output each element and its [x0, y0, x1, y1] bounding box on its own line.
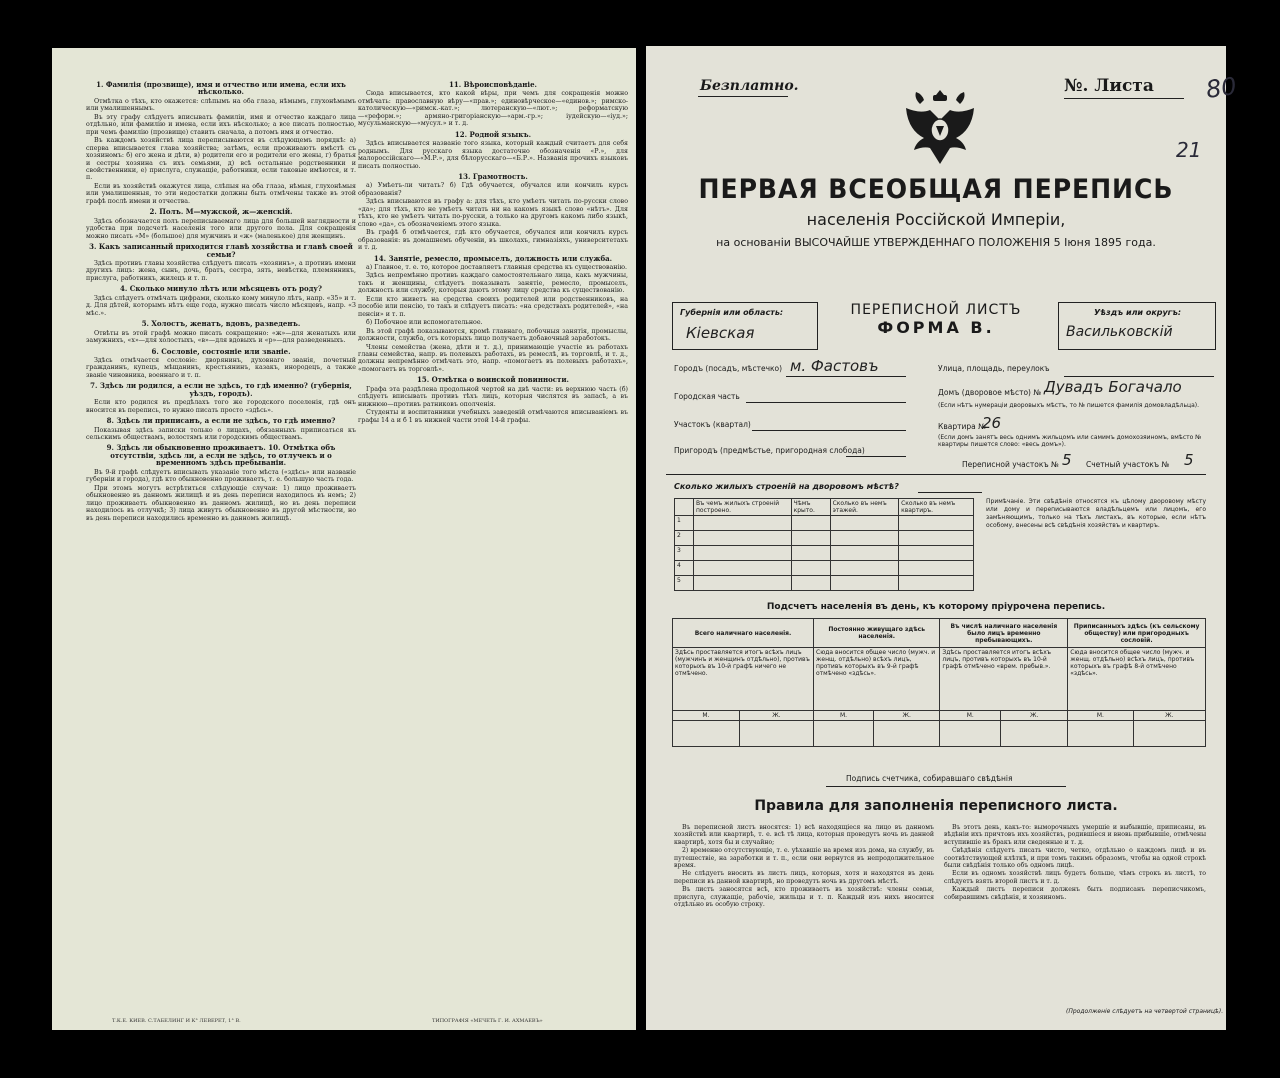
legal-basis: на основаніи ВЫСОЧАЙШЕ УТВЕРЖДЕННАГО ПОЛОЖЕНІЯ 5 Іюня 1895 года.	[716, 236, 1156, 249]
instruction-heading: 6. Сословіе, состояніе или званіе.	[151, 346, 291, 356]
rule-paragraph: Въ переписной листъ вносятся: 1) всѣ находящіеся на лицо въ данномъ хозяйствѣ или квартирѣ, т. е. всѣ тѣ лица, которыя проведутъ ночь въ данной квартирѣ, хотя бы и случайно;	[674, 824, 934, 846]
sheet-number-label: №. Листа	[1064, 76, 1154, 96]
count-sex-label: Ж.	[739, 711, 813, 721]
buildings-line	[918, 492, 982, 493]
printer-footer-left: Т.К.Е. КИЕВ. С.ТАБЕЛИНГ И К° ЛЕВЕРЕТ, 1° В.	[112, 1018, 241, 1024]
count-description: Сюда вносится общее число (мужч. и женщ. отдѣльно) всѣхъ лицъ, противъ которыхъ въ 9-й графѣ отмѣчено «здѣсь».	[814, 648, 940, 711]
instruction-heading: 9. Здѣсь ли обыкновенно проживаетъ. 10. Отмѣтка объ отсутствіи, здѣсь ли, а если не здѣсь, то отлучекъ и о временномъ здѣсь пребываніи.	[106, 443, 336, 468]
rule-paragraph: Въ листъ заносятся всѣ, кто проживаетъ въ хозяйствѣ: члены семьи, прислуга, служащіе, рабочіе, жильцы и т. п. Каждый изъ нихъ вносится отдѣльно въ особую строку.	[674, 886, 934, 909]
census-area-label: Переписной участокъ №	[962, 460, 1059, 469]
instruction-paragraph: При этомъ могутъ встрѣтиться слѣдующіе случаи: 1) лицо проживаетъ обыкновенно въ данномъ жилищѣ и въ день переписи находилось въ немъ; 2) лицо проживаетъ обыкновенно въ данномъ жилищѣ, но въ день переписи находилось въ отлучкѣ; 3) лица живутъ обыкновенно въ другой мѣстности, но въ день переписи находились временно въ данномъ жилищѣ.	[86, 484, 356, 522]
rules-column-2	[944, 824, 1206, 902]
census-subtitle: населенія Россійской Имперіи,	[806, 210, 1066, 229]
instruction-paragraph: б) Побочное или вспомогательное.	[366, 319, 483, 327]
buildings-label: Сколько жилыхъ строеній на дворовомъ мѣстѣ?	[674, 482, 899, 491]
instruction-paragraph: Здѣсь вписывается названіе того языка, который каждый считаетъ для себя роднымъ. Для русскаго языка достаточно обозначенія «Р.», для малороссійскаго—«М.Р.», для бѣлорусскаго—«Б.Р.». Названія прочихъ языковъ писать полностью.	[358, 140, 628, 170]
house-label: Домъ (дворовое мѣсто) №	[938, 388, 1042, 397]
sheet-number-line	[1064, 98, 1184, 99]
street-line	[1064, 376, 1214, 377]
free-underline	[698, 96, 788, 97]
double-headed-eagle-icon	[900, 86, 980, 172]
population-count-title: Подсчетъ населенія въ день, къ которому пріурочена перепись.	[766, 602, 1106, 612]
instruction-paragraph: Если кто живетъ на средства своихъ родителей или родственниковъ, на пособіе или пенсію, то такъ и слѣдуетъ писать: «на средствахъ родителей», «на пенсіи» и т. п.	[358, 295, 628, 318]
count-area-value: 5	[1184, 451, 1194, 469]
population-count-table	[672, 618, 1206, 747]
instruction-paragraph: Если въ хозяйствѣ окажутся лица, слѣпыя на оба глаза, нѣмыя, глухонѣмыя или умалишенныя, то эти недостатки должны быть отмѣчены также въ этой графѣ послѣ имени и отчества.	[86, 182, 356, 205]
buildings-header: Сколько въ немъ квартиръ.	[899, 499, 974, 516]
buildings-row-number: 4	[675, 561, 694, 576]
buildings-header: Чѣмъ крыто.	[791, 499, 830, 516]
buildings-row-number: 1	[675, 516, 694, 531]
instructions-column-2	[358, 78, 628, 425]
instruction-heading: 4. Сколько минуло лѣтъ или мѣсяцевъ отъ роду?	[120, 284, 322, 294]
instruction-paragraph: Показывая здѣсь записки только о лицахъ, обязанныхъ приписаться къ сельскимъ обществамъ, волостямъ или городскимъ обществамъ.	[86, 426, 356, 442]
printer-footer-right: ТИПОГРАФІЯ «МЕЧЕТЬ Г. И. АХМАЕВЪ»	[432, 1018, 543, 1024]
instructions-column-1	[86, 78, 356, 523]
instruction-heading: 15. Отмѣтка о воинской повинности.	[417, 375, 569, 385]
instruction-paragraph: а) Главное, т. е. то, которое доставляетъ главныя средства къ существованію.	[366, 263, 627, 271]
census-area-value: 5	[1062, 451, 1072, 469]
section-line	[752, 430, 906, 431]
left-page	[52, 48, 636, 1030]
handwritten-number-second: 21	[1176, 138, 1202, 162]
count-header: Приписанныхъ здѣсь (къ сельскому обществу) или пригородныхъ сословій.	[1068, 619, 1206, 648]
address-divider	[666, 474, 1206, 475]
instruction-paragraph: Здѣсь противъ главы хозяйства слѣдуетъ писать «хозяинъ», а противъ имени другихъ лицъ: жена, сынъ, дочь, братъ, сестра, зять, невѣстка, племянникъ, прислуга, работникъ, жилецъ и т. п.	[86, 259, 356, 282]
census-title: ПЕРВАЯ ВСЕОБЩАЯ ПЕРЕПИСЬ	[698, 174, 1174, 205]
district-label: Уѣздъ или округъ:	[1094, 308, 1182, 317]
form-title-sheet: ПЕРЕПИСНОЙ ЛИСТЪ	[850, 302, 1022, 318]
buildings-header: Въ чемъ жилыхъ строеній построено.	[694, 499, 792, 516]
buildings-note: Примѣчаніе. Эти свѣдѣнія относятся къ цѣлому дворовому мѣсту или дому и переписываются владѣльцемъ или лицомъ, его замѣняющимъ, только на тѣхъ листахъ, въ которые, если нѣтъ особому, внесены всѣ свѣдѣнія хозяйствъ и квартиръ.	[986, 498, 1206, 529]
instruction-heading: 12. Родной языкъ.	[454, 129, 532, 139]
instruction-paragraph: Въ каждомъ хозяйствѣ лица переписываются въ слѣдующемъ порядкѣ: а) сперва вписывается глава хозяйства; затѣмъ, если проживаютъ вмѣстѣ съ хозяиномъ: б) его жена и дѣти, в) родители его и родители его жены, г) братья и сестры хозяина съ ихъ семьями, д) всѣ остальные родственники и свойственники, е) прислуга, служащіе, работники, если таковые имѣются, и т. п.	[86, 137, 356, 182]
instruction-paragraph: а) Умѣетъ-ли читать? б) Гдѣ обучается, обучался или кончилъ курсъ образованія?	[358, 182, 628, 197]
rule-paragraph: 2) временно отсутствующіе, т. е. уѣхавшіе на время изъ дома, на службу, въ путешествіе, на заработки и т. п., если они вернутся въ непродолжительное время.	[674, 847, 934, 870]
instruction-paragraph: Въ этой графѣ показываются, кромѣ главнаго, побочныя занятія, промыслы, должности, служба, отъ которыхъ лицо получаетъ добавочный заработокъ.	[358, 327, 628, 343]
instruction-paragraph: Въ графѣ б отмѣчается, гдѣ кто обучается, обучался или кончилъ курсъ образованія: въ домашнемъ обученіи, въ школахъ, гимназіяхъ, университетахъ и т. д.	[358, 229, 628, 252]
province-label: Губернія или область:	[680, 308, 784, 317]
instruction-paragraph: Здѣсь обозначается полъ переписываемаго лица для большей наглядности и удобства при подсчетѣ населенія того или другого пола. Для сокращенія можно писать «М» (большое) для мужчинъ и «ж» (маленькое) для женщинъ.	[86, 217, 356, 240]
town-line	[786, 376, 906, 377]
enumerator-signature-label: Подпись счетчика, собиравшаго свѣдѣнія	[846, 774, 1013, 783]
apartment-label: Квартира №	[938, 422, 986, 431]
instruction-heading: 7. Здѣсь ли родился, а если не здѣсь, то гдѣ именно? (губернія, уѣздъ, городъ).	[90, 381, 352, 398]
rules-title: Правила для заполненія переписного листа.	[754, 798, 1118, 814]
suburb-label: Пригородъ (предмѣстье, пригородная слобода)	[674, 446, 865, 455]
town-label: Городъ (посадъ, мѣстечко)	[674, 364, 783, 373]
count-sex-label: М.	[940, 711, 1001, 721]
city-part-label: Городская часть	[674, 392, 740, 401]
town-value: м. Фастовъ	[790, 357, 879, 375]
rules-column-1	[674, 824, 934, 909]
count-header: Всего наличнаго населенія.	[673, 619, 814, 648]
house-note: (Если нѣтъ нумераціи дворовыхъ мѣстъ, то № пишется фамилія домовладѣльца).	[938, 402, 1200, 409]
instruction-heading: 14. Занятіе, ремесло, промыселъ, должность или служба.	[373, 253, 613, 263]
buildings-row-number: 3	[675, 546, 694, 561]
free-label: Безплатно.	[700, 78, 799, 94]
instruction-paragraph: Отвѣты въ этой графѣ можно писать сокращенно: «ж»—для женатыхъ или замужнихъ, «х»—для холостыхъ, «в»—для вдовыхъ и «р»—для разведенныхъ.	[86, 329, 356, 345]
buildings-table	[674, 498, 974, 591]
buildings-header: Сколько въ немъ этажей.	[830, 499, 899, 516]
count-description: Здѣсь проставляется итогъ всѣхъ лицъ, противъ которыхъ въ 10-й графѣ отмѣчено «врем. пребыв.».	[940, 648, 1068, 711]
rule-paragraph: Въ этотъ день, какъ-то: выморочныхъ умершіе и выбывшіе, приписаны, въ вѣдѣніи ихъ причтовъ ихъ хозяйствъ, родившіеся и вновь прибывшіе, отмѣчены вступившіе въ бракъ или сведенные и т. д.	[944, 824, 1206, 846]
street-label: Улица, площадь, переулокъ	[938, 364, 1050, 373]
apartment-note: (Если домъ занятъ весь однимъ жильцомъ или самимъ домохозяиномъ, вмѣсто № квартиры пишется слово: «весь домъ»).	[938, 434, 1202, 448]
signature-line	[826, 786, 1066, 787]
city-part-line	[746, 402, 906, 403]
handwritten-number-top: 80	[1204, 72, 1239, 104]
instruction-heading: 11. Вѣроисповѣданіе.	[449, 80, 537, 89]
district-value: Васильковскій	[1066, 324, 1173, 340]
instruction-paragraph: Студенты и воспитанники учебныхъ заведеній отмѣчаются вписываніемъ въ графы 14 а и б 1 въ нижней части этой 14-й графы.	[358, 409, 628, 424]
count-header: Постоянно живущаго здѣсь населенія.	[814, 619, 940, 648]
instruction-paragraph: Графа эта раздѣлена продольной чертой на двѣ части: въ верхнюю часть (б) слѣдуетъ вписывать противъ тѣхъ лицъ, которыя числятся въ запасѣ, а въ нижнюю—противъ ратниковъ ополченія.	[358, 385, 628, 408]
instruction-paragraph: Если кто родился въ предѣлахъ того же городского поселенія, гдѣ онъ вносится въ перепись, то нужно писать просто «здѣсь».	[86, 399, 356, 414]
instruction-heading: 5. Холостъ, женатъ, вдовъ, разведенъ.	[141, 319, 301, 329]
apartment-value: 26	[982, 414, 1002, 432]
instruction-paragraph: Члены семейства (жена, дѣти и т. д.), принимающіе участіе въ работахъ главы семейства, напр. въ полевыхъ работахъ, въ ремеслѣ, въ торговлѣ, и т. д., должны непремѣнно отмѣчать это, напр. «помогаетъ въ полевыхъ работахъ», «помогаетъ въ торговлѣ».	[358, 343, 628, 373]
instruction-paragraph: Отмѣтка о тѣхъ, кто окажется: слѣпымъ на оба глаза, нѣмымъ, глухонѣмымъ или умалишеннымъ.	[86, 97, 356, 113]
instruction-paragraph: Здѣсь непремѣнно противъ каждаго самостоятельнаго лица, какъ мужчины, такъ и женщины, слѣдуетъ показывать занятіе, ремесло, промыселъ, должность или службу, которыя даютъ этому лицу средства къ существованію.	[358, 272, 628, 295]
instruction-heading: 2. Полъ. М—мужской, ж—женскій.	[149, 207, 293, 217]
rules-continuation: (Продолженіе слѣдуетъ на четвертой страницѣ).	[1066, 1008, 1224, 1015]
count-header: Въ числѣ наличнаго населенія было лицъ временно пребывающихъ.	[940, 619, 1068, 648]
rule-paragraph: Если въ одномъ хозяйствѣ лицъ будетъ больше, чѣмъ строкъ въ листѣ, то слѣдуетъ взять второй листъ и т. д.	[944, 870, 1206, 885]
right-page	[646, 46, 1239, 1030]
buildings-row-number: 2	[675, 531, 694, 546]
count-sex-label: Ж.	[1133, 711, 1205, 721]
province-value: Кіевская	[686, 324, 755, 342]
instruction-paragraph: Въ эту графу слѣдуетъ вписывать фамиліи, имя и отчество каждаго лица отдѣльно, или фамилію и имена, если ихъ нѣсколько; а все писать полностью, при чемъ фамилію (прозвище) ставить сначала, а потомъ имя и отчество.	[86, 113, 356, 136]
count-area-label: Счетный участокъ №	[1086, 460, 1170, 469]
rule-paragraph: Не слѣдуетъ вносить въ листъ лицъ, которыя, хотя и находятся въ день переписи въ данной квартирѣ, но проведутъ ночь въ другомъ мѣстѣ.	[674, 870, 934, 885]
count-sex-label: М.	[673, 711, 740, 721]
form-title-form: ФОРМА В.	[877, 318, 995, 337]
suburb-line	[846, 456, 906, 457]
house-value: Дувадъ Богачало	[1044, 378, 1182, 396]
instruction-paragraph: Сюда вписывается, кто какой вѣры, при чемъ для сокращенія можно отмѣчать: православную вѣру—«прав.»; единовѣрческое—«единов.»; римско-католическую—«римск.-кат.»; лютеранскую—«лют.»; реформатскую—«реформ.»; армяно-григоріанскую—«арм.-гр.»; іудейскую—«іуд.»; мусульманскую—«мусул.» и т. д.	[358, 90, 628, 128]
count-sex-label: М.	[814, 711, 874, 721]
instruction-heading: 8. Здѣсь ли приписанъ, а если не здѣсь, то гдѣ именно?	[106, 416, 336, 426]
buildings-row-number: 5	[675, 576, 694, 591]
count-sex-label: Ж.	[1001, 711, 1068, 721]
instruction-paragraph: Здѣсь отмѣчается сословіе: дворянинъ, духовнаго званія, почетный гражданинъ, купецъ, мѣщанинъ, крестьянинъ, казакъ, инородецъ, а также званіе чиновника, военнаго и т. п.	[86, 356, 356, 379]
count-sex-label: Ж.	[874, 711, 940, 721]
count-description: Сюда вносится общее число (мужч. и женщ. отдѣльно) всѣхъ лицъ, противъ которыхъ въ графѣ 8-й отмѣчено «здѣсь».	[1068, 648, 1206, 711]
form-header	[818, 302, 1054, 337]
instruction-heading: 1. Фамилія (прозвище), имя и отчество или имена, если ихъ нѣсколько.	[96, 80, 346, 97]
instruction-heading: 3. Какъ записанный приходится главѣ хозяйства и главѣ своей семьи?	[89, 242, 353, 259]
count-description: Здѣсь проставляется итогъ всѣхъ лицъ (мужчинъ и женщинъ отдѣльно), противъ которыхъ въ 10-й графѣ ничего не отмѣчено.	[673, 648, 814, 711]
rule-paragraph: Каждый листъ переписи долженъ быть подписанъ переписчикомъ, собиравшимъ свѣдѣнія, и хозяиномъ.	[944, 886, 1206, 901]
instruction-paragraph: Здѣсь вписываются въ графу а: для тѣхъ, кто умѣетъ читать по-русски слово «да»; для тѣхъ, кто не умѣетъ читать ни на какомъ языкѣ слово «нѣтъ». Для тѣхъ, кто не умѣетъ читать по-русски, а только на другомъ какомъ либо языкѣ, слово «да», съ обозначеніемъ этого языка.	[358, 198, 628, 228]
section-label: Участокъ (квартал)	[674, 420, 751, 429]
instruction-paragraph: Въ 9-й графѣ слѣдуетъ вписывать указаніе того мѣста («здѣсь» или названіе губерніи и города), гдѣ кто обыкновенно проживаетъ, т. е. большую часть года.	[86, 468, 356, 484]
instruction-paragraph: Здѣсь слѣдуетъ отмѣчать цифрами, сколько кому минуло лѣтъ, напр. «35» и т. д. Для дѣтей, которымъ нѣтъ еще года, нужно писать число мѣсяцевъ, напр. «3 мѣс.».	[86, 294, 356, 317]
rule-paragraph: Свѣдѣнія слѣдуетъ писать чисто, четко, отдѣльно о каждомъ лицѣ и въ соотвѣтствующей клѣткѣ, и при томъ такимъ образомъ, чтобы на одной строкѣ были свѣдѣнія только объ одномъ лицѣ.	[944, 847, 1206, 870]
instruction-heading: 13. Грамотность.	[458, 171, 528, 181]
count-sex-label: М.	[1068, 711, 1133, 721]
